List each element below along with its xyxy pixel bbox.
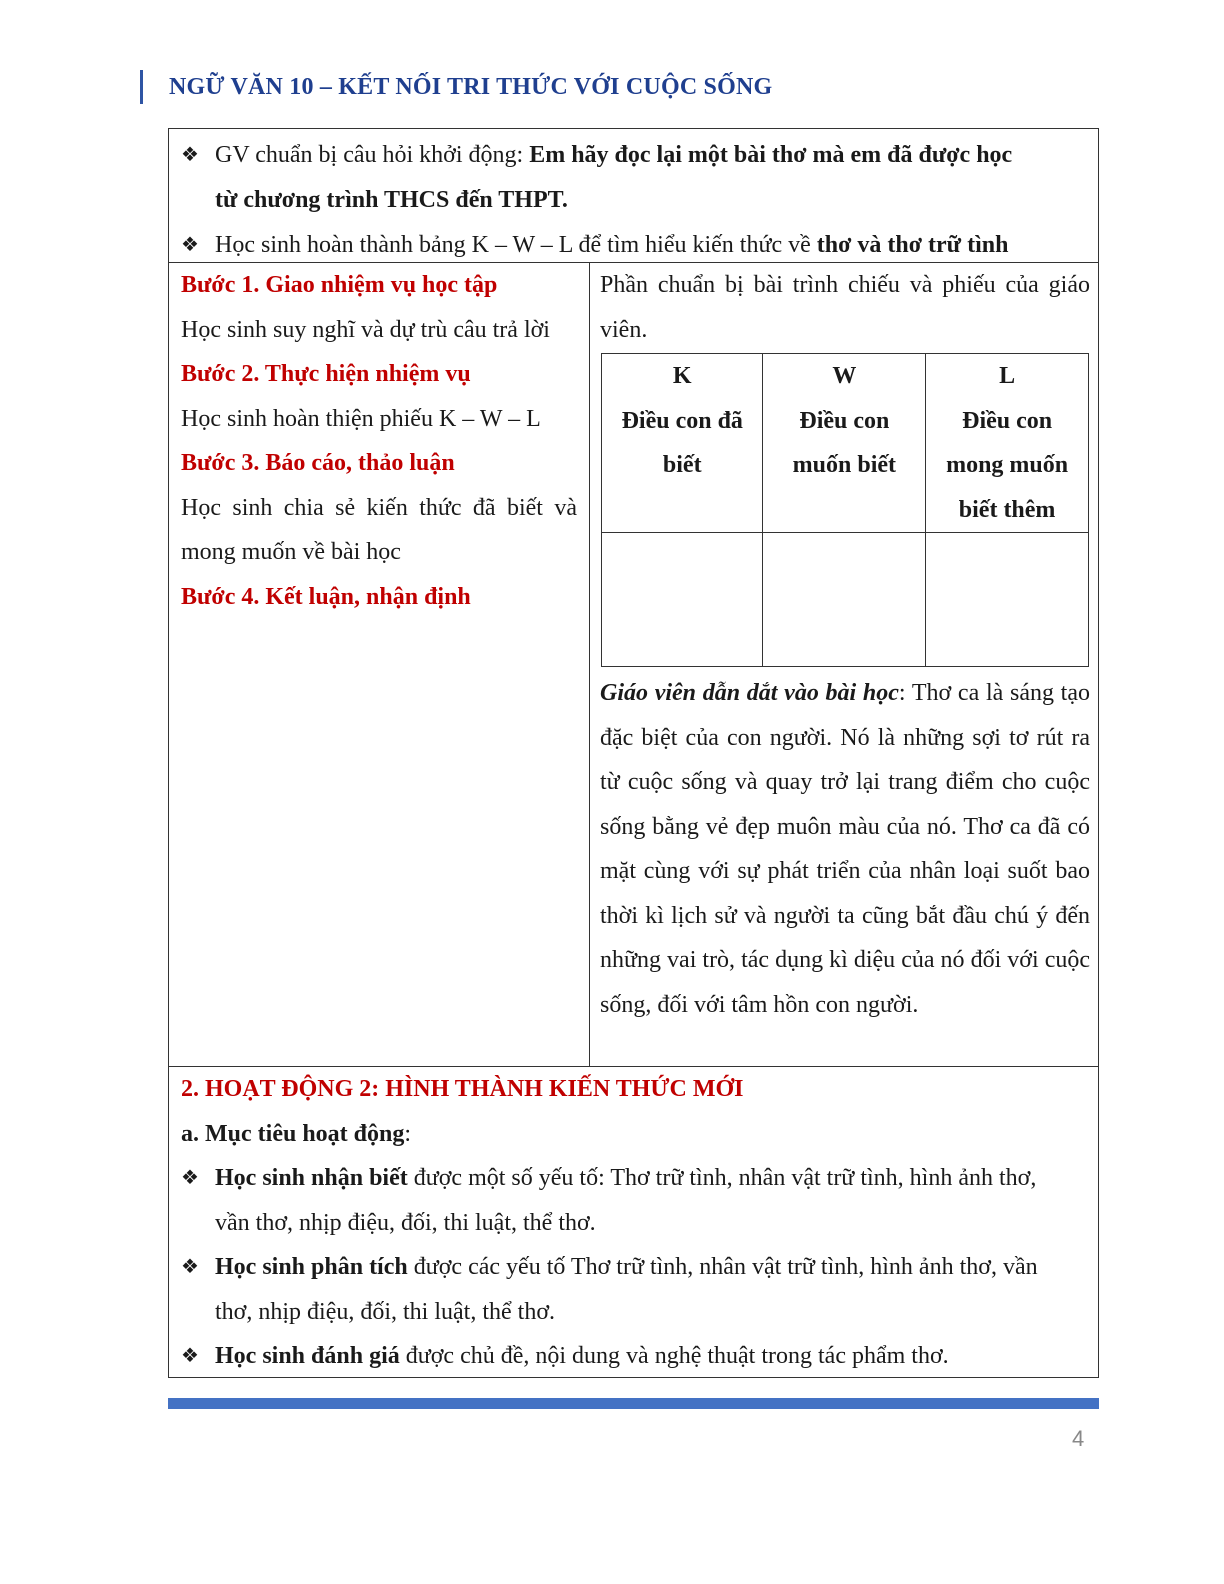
intro-item-question-text	[215, 133, 1012, 178]
page-number: 4	[1072, 1426, 1085, 1451]
lesson-table	[168, 128, 1099, 1378]
intro-item-question	[181, 133, 1086, 178]
objective-item-line1: được một số yếu tố: Thơ trữ tình, nhân vật trữ tình, hình ảnh thơ,	[407, 1165, 1037, 1191]
intro-item2-prefix: Học sinh hoàn thành bảng K – W – L để tìm hiểu kiến thức về	[215, 232, 817, 258]
intro-item-kwl-text	[215, 223, 1008, 268]
objective-item-text	[215, 1245, 1038, 1290]
step2-title: Bước 2. Thực hiện nhiệm vụ	[181, 361, 471, 387]
intro-item1-bold-cont: từ chương trình THCS đến THPT.	[215, 187, 568, 213]
diamond-bullet-icon: ❖	[181, 234, 199, 256]
intro-row	[169, 129, 1098, 263]
kwl-w-letter: W	[832, 363, 857, 389]
kwl-k-desc: Điều con đã biết	[621, 407, 743, 478]
kwl-empty-row	[602, 533, 1089, 667]
objective-item-line1: được các yếu tố Thơ trữ tình, nhân vật trữ tình, hình ảnh thơ, vần	[407, 1254, 1038, 1280]
objective-item	[181, 1156, 1086, 1201]
intro-item-kwl	[181, 223, 1086, 268]
teacher-column	[590, 263, 1100, 1066]
objective-item-text	[215, 1334, 949, 1379]
kwl-table	[601, 353, 1089, 667]
objective-line	[181, 1112, 1086, 1157]
step1-text: Học sinh suy nghĩ và dự trù câu trả lời	[181, 316, 550, 343]
intro-item1-prefix: GV chuẩn bị câu hỏi khởi động:	[215, 142, 530, 168]
intro-item1-bold: Em hãy đọc lại một bài thơ mà em đã được học	[529, 142, 1013, 168]
objective-colon: :	[404, 1120, 412, 1147]
teacher-lead-paragraph	[600, 671, 1090, 1027]
step4-title: Bước 4. Kết luận, nhận định	[181, 583, 471, 610]
step1-title: Bước 1. Giao nhiệm vụ học tập	[181, 272, 498, 298]
kwl-k-letter: K	[672, 363, 692, 389]
objective-item-line2: vần thơ, nhịp điệu, đối, thi luật, thể thơ.	[215, 1209, 596, 1236]
objective-item-line1: được chủ đề, nội dung và nghệ thuật trong tác phẩm thơ.	[399, 1343, 949, 1369]
kwl-w-desc: Điều con muốn biết	[792, 407, 897, 478]
footer-bar	[168, 1398, 1099, 1409]
intro-item2-bold: thơ và thơ trữ tình	[816, 232, 1009, 258]
objective-item-bold: Học sinh đánh giá	[215, 1343, 400, 1369]
step3-text: Học sinh chia sẻ kiến thức đã biết và mong muốn về bài học	[181, 494, 577, 565]
kwl-l-desc: Điều con mong muốn biết thêm	[946, 407, 1069, 523]
teacher-lead-label: Giáo viên dẫn dắt vào bài học	[600, 680, 899, 706]
activity2-heading: 2. HOẠT ĐỘNG 2: HÌNH THÀNH KIẾN THỨC MỚI	[181, 1076, 744, 1102]
teacher-lead-text: : Thơ ca là sáng tạo đặc biệt của con người. Nó là những sợi tơ rút ra từ cuộc sống và quay trở lại trang điểm cho cuộc sống bằng vẻ đẹp muôn màu của nó. Thơ ca đã có mặt cùng với sự phát triển của nhân loại suốt bao thời kì lịch sử và người ta cũng bắt đầu chú ý đến những vai trò, tác dụng kì diệu của nó đối với cuộc sống, đối với tâm hồn con người.	[600, 680, 1090, 1018]
kwl-l-cell	[926, 533, 1089, 667]
prep-text: Phần chuẩn bị bài trình chiếu và phiếu của giáo viên.	[600, 272, 1090, 343]
objective-item-line2: thơ, nhịp điệu, đối, thi luật, thể thơ.	[215, 1298, 556, 1325]
steps-column	[169, 263, 590, 1066]
objective-item-bold: Học sinh nhận biết	[215, 1165, 408, 1191]
step3-title: Bước 3. Báo cáo, thảo luận	[181, 450, 455, 476]
diamond-bullet-icon: ❖	[181, 1256, 199, 1278]
objective-item	[181, 1245, 1086, 1290]
step2-text: Học sinh hoàn thiện phiếu K – W – L	[181, 405, 541, 432]
diamond-bullet-icon: ❖	[181, 1345, 199, 1367]
kwl-w-cell	[763, 533, 926, 667]
kwl-l-header	[926, 354, 1089, 533]
objective-item-bold: Học sinh phân tích	[215, 1254, 408, 1280]
page-header-title: NGỮ VĂN 10 – KẾT NỐI TRI THỨC VỚI CUỘC SỐNG	[140, 70, 772, 104]
diamond-bullet-icon: ❖	[181, 144, 199, 166]
kwl-k-header	[602, 354, 763, 533]
kwl-l-letter: L	[999, 363, 1016, 389]
objective-label: a. Mục tiêu hoạt động	[181, 1120, 405, 1147]
kwl-w-header	[763, 354, 926, 533]
activity2-section	[169, 1066, 1098, 1379]
kwl-k-cell	[602, 533, 763, 667]
diamond-bullet-icon: ❖	[181, 1167, 199, 1189]
objective-item-text	[215, 1156, 1036, 1201]
objective-item	[181, 1334, 1086, 1379]
kwl-header-row	[602, 354, 1089, 533]
